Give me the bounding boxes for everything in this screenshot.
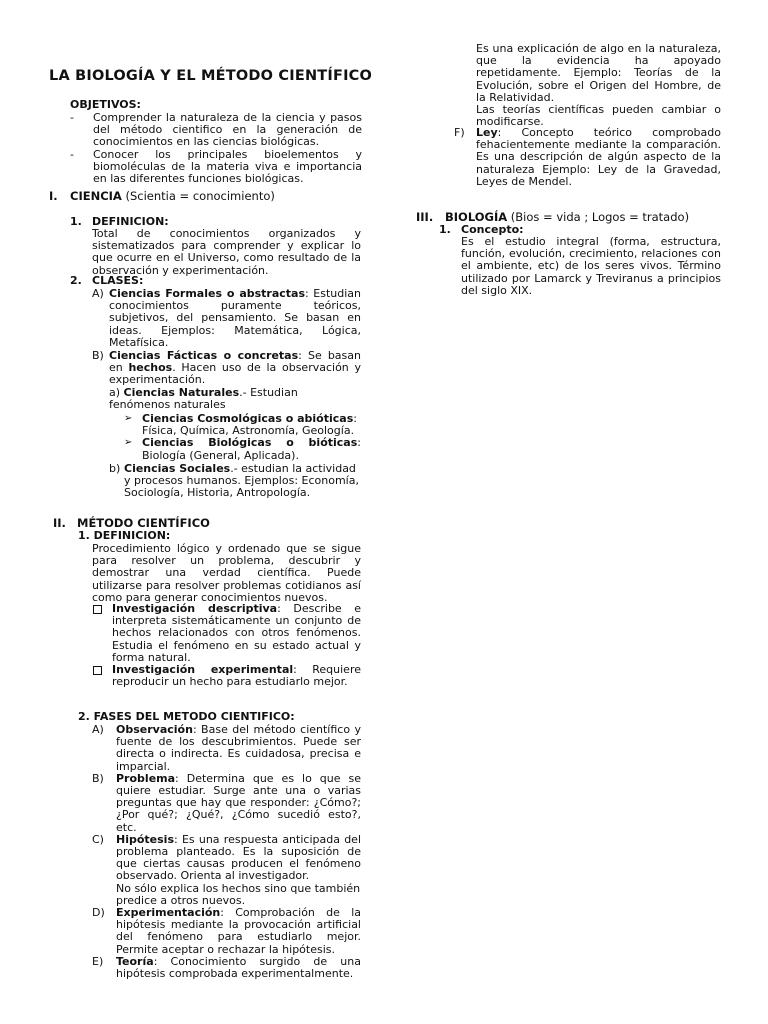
list-item: Investigación experimental: Requiere reproducir un hecho para estudiarlo mejor.: [92, 664, 361, 688]
fases-list: [92, 724, 361, 980]
arrow-bullet-icon: ➢: [124, 413, 133, 425]
section-biologia-heading: III. BIOLOGÍA (Bios = vida ; Logos = tratado): [416, 210, 690, 224]
list-item: B) Ciencias Fácticas o concretas: Se basan en hechos. Hacen uso de la observación y experimentación.: [92, 349, 361, 387]
list-item: Investigación descriptiva: Describe e interpreta sistemáticamente un conjunto de hechos relacionados con otros fenómenos. Estudia el fenómeno en su estado actual y forma natural.: [92, 603, 361, 664]
metodo-definicion-text: Procedimiento lógico y ordenado que se sigue para resolver un problema, descubrir y demostrar una verdad científica. Puede utilizarse para resolver problemas cotidianos así como para generar conocimientos nuevos.: [92, 542, 361, 604]
list-item: - Conocer los principales bioelementos y biomoléculas de la materia viva e importancia en las diferentes funciones biológicas.: [70, 147, 362, 186]
section-ciencia-heading: I. CIENCIA (Scientia = conocimiento): [49, 189, 275, 203]
page-title: LA BIOLOGÍA Y EL MÉTODO CIENTÍFICO: [49, 68, 373, 84]
checkbox-bullet-icon: [93, 605, 102, 614]
investigacion-list: [92, 603, 361, 688]
clases-list: [92, 288, 361, 499]
ciencia-definicion-text: Total de conocimientos organizados y sistematizados para comprender y explicar lo que ocurre en el Universo, como resultado de la observación y experimentación.: [92, 227, 361, 277]
list-item: a) Ciencias Naturales.- Estudian fenómenos naturales: [109, 385, 298, 411]
ley-item: F) Ley: Concepto teórico comprobado fehacientemente mediante la comparación. Es una descripción de algún aspecto de la naturaleza Ejemplo: Ley de la Gravedad, Leyes de Mendel.: [454, 126, 721, 188]
section-metodo-heading: II. MÉTODO CIENTÍFICO: [53, 516, 210, 530]
objetivos-heading: OBJETIVOS:: [70, 98, 141, 111]
concepto-text: Es el estudio integral (forma, estructura, función, evolución, crecimiento, relaciones con el ambiente, etc) de los seres vivos. Término utilizado por Lamarck y Treviranus a principios del siglo XIX.: [461, 235, 721, 297]
list-item: C) Hipótesis: Es una respuesta anticipada del problema planteado. Es la suposición de que ciertas causas producen el fenómeno observado. Orienta al investigador. No sólo explica los hechos sino que también predice a otros nuevos.: [92, 832, 361, 907]
clases-heading: 2. CLASES:: [70, 274, 144, 287]
objetivos-list: [70, 112, 362, 185]
dash-icon: -: [70, 147, 74, 161]
list-item: A) Observación: Base del método científico y fuente de los descubrimientos. Puede ser directa o indirecta. Es cuidadosa, precisa e imparcial.: [92, 723, 361, 773]
list-item: - Comprender la naturaleza de la ciencia y pasos del método cientifico en la generación de conocimientos en las ciencias biológicas.: [70, 111, 362, 149]
list-item: E) Teoría: Conocimiento surgido de una hipótesis comprobada experimentalmente.: [92, 954, 361, 981]
list-item: B) Problema: Determina que es lo que se quiere estudiar. Surge ante una o varias preguntas que hay que responder: ¿Cómo?; ¿Por qué?; ¿Qué?, ¿Cómo sucedió esto?, etc.: [92, 771, 361, 834]
list-item: D) Experimentación: Comprobación de la hipótesis mediante la provocación artificial del fenómeno para estudiarlo mejor. Permite aceptar o rechazar la hipótesis.: [92, 906, 361, 956]
arrow-bullet-icon: ➢: [124, 437, 133, 449]
concepto-heading: 1. Concepto:: [439, 223, 524, 236]
fases-heading: 2. FASES DEL METODO CIENTIFICO:: [78, 710, 295, 723]
metodo-definicion-heading: 1. DEFINICION:: [78, 529, 171, 542]
list-item: ➢ Ciencias Biológicas o bióticas: Biología (General, Aplicada).: [124, 436, 361, 462]
ciencia-definicion-heading: 1. DEFINICION:: [70, 215, 169, 228]
list-item: A) Ciencias Formales o abstractas: Estudian conocimientos puramente teóricos, subjetivos, del pensamiento. Se basan en ideas. Ejemplos: Matemática, Lógica, Metafísica.: [92, 287, 362, 349]
dash-icon: -: [70, 111, 74, 124]
teoria-continuation: Es una explicación de algo en la naturaleza, que la evidencia ha apoyado repetidamente. Ejemplo: Teorías de la Evolución, sobre el Origen del Hombre, de la Relatividad. Las teorías científicas pueden cambiar o modificarse.: [476, 42, 721, 129]
list-item: b) Ciencias Sociales.- estudian la actividad y procesos humanos. Ejemplos: Economía, Sociología, Historia, Antropología.: [109, 461, 359, 500]
checkbox-bullet-icon: [93, 666, 102, 675]
list-item: ➢ Ciencias Cosmológicas o abióticas: Física, Química, Astronomía, Geología.: [124, 412, 357, 438]
